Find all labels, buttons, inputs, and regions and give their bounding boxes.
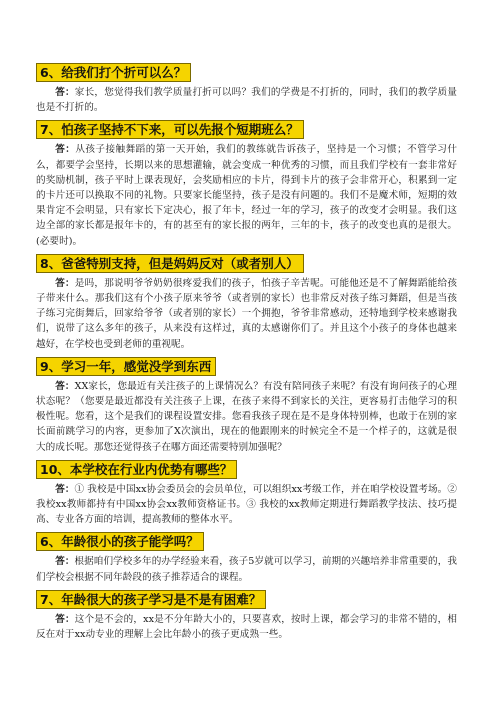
answer-lead: 答：	[55, 277, 75, 289]
section-heading: 6、年龄很小的孩子能学吗？	[36, 532, 204, 551]
answer-lead: 答：	[55, 556, 75, 568]
faq-section-family-objection	[36, 249, 457, 352]
section-heading: 7、年龄很大的孩子学习是不是有困难？	[36, 590, 266, 609]
section-heading: 8、爸爸特别支持，但是妈妈反对（或者别人）	[36, 254, 304, 273]
faq-section-no-progress	[36, 352, 457, 455]
faq-section-discount	[36, 58, 457, 115]
faq-section-advantages	[36, 455, 457, 528]
answer-lead: 答：	[55, 483, 75, 495]
answer-paragraph	[36, 482, 457, 528]
answer-text: 家长，您觉得我们教学质量打折可以吗？我们的学费是不打折的，同时，我们的教学质量也是不打折的。	[36, 87, 457, 114]
section-heading: 10、本学校在行业内优势有哪些？	[36, 460, 237, 479]
answer-text: 是吗，那说明爷爷奶奶很疼爱我们的孩子，怕孩子辛苦呢。可能他还是不了解舞蹈能给孩子带来什么。那我们这有个小孩子原来爷爷（或者别的家长）也非常反对孩子练习舞蹈，但是当孩子练习完街舞后，回家给爷爷（或者别的家长）一个拥抱，爷爷非常感动，还特地到学校来感谢我们，说带了这么多年的孩子，从来没有这样过，真的太感谢你们了。并且这个小孩子的身体也越来越好，在学校也受到老师的重视呢。	[36, 277, 457, 350]
answer-paragraph	[36, 85, 457, 115]
answer-lead: 答：	[55, 613, 75, 625]
answer-paragraph	[36, 612, 457, 642]
answer-text: XX家长，您最近有关注孩子的上课情况么？有没有陪同孩子来呢？有没有询问孩子的心理状态呢？（您要是最近都没有关注孩子上课，在孩子来得不到家长的关注，更容易打击他学习的积极性呢。您看，这个是我们的课程设置安排。您看我孩子现在是不是身体特别棒，也敢于在别的家长面前跳学习的内容，更参加了X次演出，现在的他跟刚来的时候完全不是一个样子的，这就是很大的成长呢。那您还觉得孩子在哪方面还需要特别加强呢？	[36, 380, 457, 453]
section-heading: 9、学习一年，感觉没学到东西	[36, 357, 216, 376]
faq-section-older-age	[36, 585, 457, 642]
answer-paragraph	[36, 276, 457, 352]
answer-paragraph	[36, 379, 457, 455]
answer-text: 从孩子接触舞蹈的第一天开始，我们的教练就告诉孩子，坚持是一个习惯；不管学习什么，都要学会坚持，长期以来的思想灌输，就会变成一种优秀的习惯，而且我们学校有一套非常好的奖励机制，孩子平时上课表现好，会奖励相应的卡片，得到卡片的孩子会非常开心，积累到一定的卡片还可以换取不同的礼物。只要家长能坚持，孩子是没有问题的。我们不是魔术师，短期的效果肯定不会明显，只有家长下定决心，报了年卡，经过一年的学习，孩子的改变才会明显。我们这边全部的家长都是报年卡的，有的甚至有的家长报的两年，三年的卡，孩子的改变也真的是很大。(必要时)。	[36, 144, 457, 247]
section-heading: 7、怕孩子坚持不下来，可以先报个短期班么？	[36, 120, 304, 139]
section-heading: 6、给我们打个折可以么？	[36, 63, 191, 82]
answer-lead: 答：	[55, 144, 76, 156]
answer-lead: 答：	[55, 87, 75, 98]
answer-text: 根据咱们学校多年的办学经验来看，孩子5岁就可以学习，前期的兴趣培养非常重要的，我们学校会根据不同年龄段的孩子推荐适合的课程。	[36, 556, 457, 583]
answer-paragraph	[36, 554, 457, 584]
answer-lead: 答：	[55, 380, 75, 392]
answer-paragraph	[36, 142, 457, 248]
answer-text: ① 我校是中国xx协会委员会的会员单位，可以组织xx考级工作，并在咱学校设置考场。② 我校xx教师都持有中国xx协会xx教师资格证书。③ 我校的xx教师定期进行舞蹈教学技法、技巧提高、专业各方面的培训，提高教师的整体水平。	[36, 483, 457, 526]
faq-section-short-term	[36, 115, 457, 248]
answer-text: 这个是不会的，xx是不分年龄大小的，只要喜欢，按时上课，都会学习的非常不错的，相反在对于xx动专业的理解上会比年龄小的孩子更成熟一些。	[36, 613, 457, 641]
faq-section-young-age	[36, 527, 457, 584]
